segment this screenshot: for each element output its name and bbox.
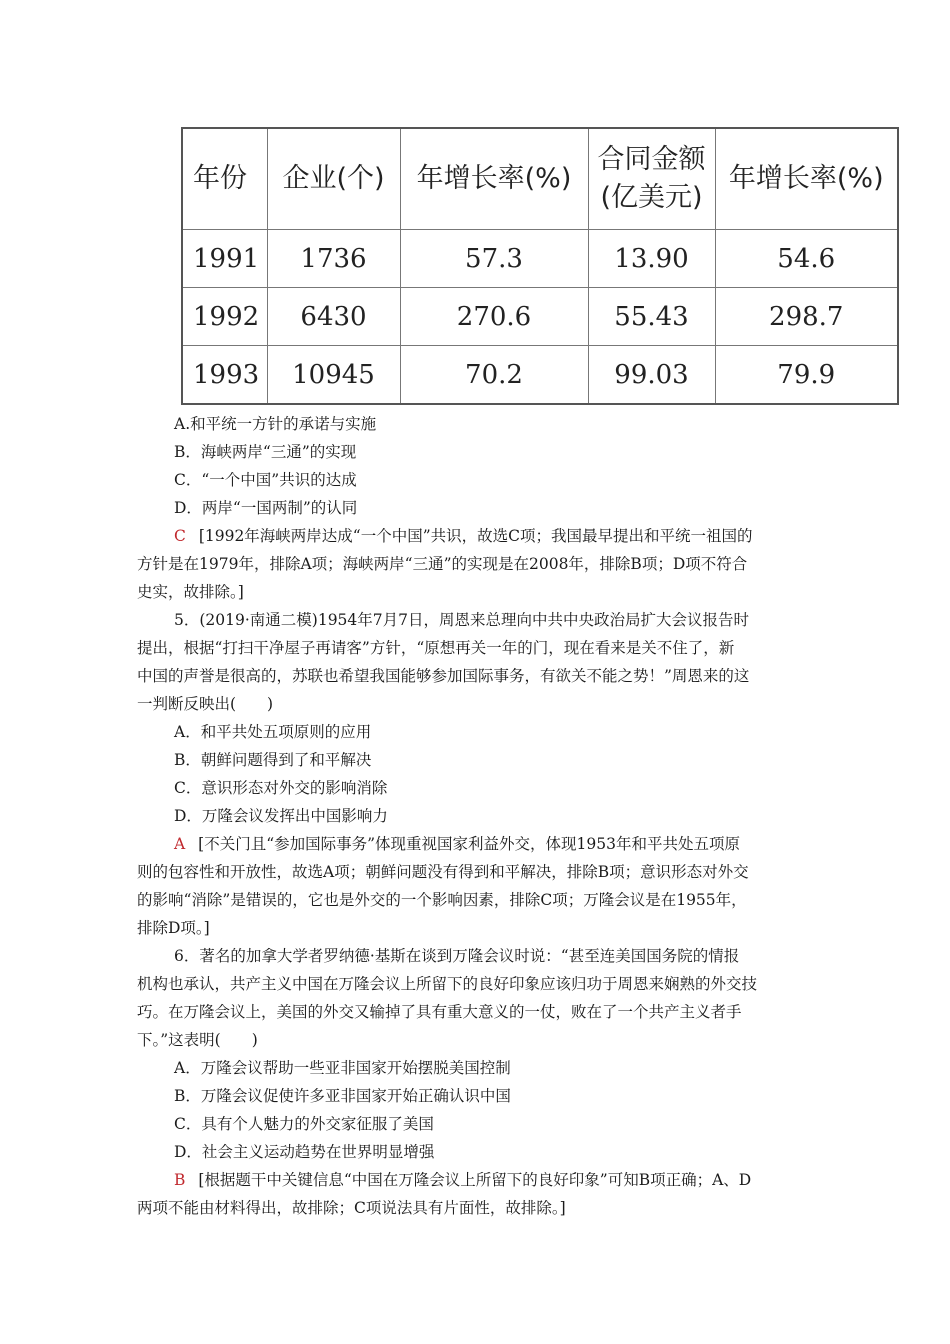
- table-header-row: [182, 128, 898, 230]
- q5-explanation-2: 则的包容性和开放性，故选A项；朝鲜问题没有得到和平解决，排除B项；意识形态对外交: [137, 863, 749, 881]
- cell-growth-2: 79.9: [715, 346, 898, 405]
- cell-enterprises: 1736: [267, 230, 400, 288]
- header-growth-rate-2: 年增长率(%): [715, 128, 898, 230]
- q6-stem-2: 机构也承认，共产主义中国在万隆会议上所留下的良好印象应该归功于周恩来娴熟的外交技: [137, 975, 758, 993]
- table-row: [182, 230, 898, 288]
- cell-growth-2: 54.6: [715, 230, 898, 288]
- q4-answer-line-1: [174, 526, 753, 546]
- header-contract-amount: [588, 128, 715, 230]
- q5-option-a: A．和平共处五项原则的应用: [174, 723, 372, 741]
- header-enterprises: 企业(个): [267, 128, 400, 230]
- q6-stem-3: 巧。在万隆会议上，美国的外交又输掉了具有重大意义的一仗，败在了一个共产主义者手: [137, 1003, 742, 1021]
- header-year: 年份: [182, 128, 267, 230]
- table-row: [182, 346, 898, 405]
- q6-explanation-2: 两项不能由材料得出，故排除；C项说法具有片面性，故排除。]: [137, 1199, 566, 1217]
- cell-amount: 13.90: [588, 230, 715, 288]
- q6-option-d: D．社会主义运动趋势在世界明显增强: [174, 1143, 435, 1161]
- q6-option-c: C．具有个人魅力的外交家征服了美国: [174, 1115, 434, 1133]
- q5-option-c: C．意识形态对外交的影响消除: [174, 779, 388, 797]
- table-row: [182, 288, 898, 346]
- cell-enterprises: 10945: [267, 346, 400, 405]
- statistics-table: [181, 127, 899, 405]
- q5-answer-letter: A: [174, 835, 186, 853]
- q5-explanation-3: 的影响“消除”是错误的，它也是外交的一个影响因素，排除C项；万隆会议是在1955年，: [137, 891, 747, 909]
- cell-enterprises: 6430: [267, 288, 400, 346]
- cell-growth-1: 270.6: [400, 288, 588, 346]
- q5-option-d: D．万隆会议发挥出中国影响力: [174, 807, 388, 825]
- q4-option-c: C．“一个中国”共识的达成: [174, 471, 357, 489]
- q5-stem-2: 提出，根据“打扫干净屋子再请客”方针，“原想再关一年的门，现在看来是关不住了，新: [137, 639, 735, 657]
- q5-stem-4: 一判断反映出( ): [137, 695, 274, 713]
- q6-explanation-1: [根据题干中关键信息“中国在万隆会议上所留下的良好印象”可知B项正确；A、D: [198, 1171, 752, 1189]
- header-growth-rate-1: 年增长率(%): [400, 128, 588, 230]
- q4-option-a: A.和平统一方针的承诺与实施: [174, 415, 377, 433]
- q4-explanation-1: [1992年海峡两岸达成“一个中国”共识，故选C项；我国最早提出和平统一祖国的: [198, 527, 753, 545]
- q6-stem-4: 下。”这表明( ): [137, 1031, 258, 1049]
- q6-answer-line-1: [174, 1170, 751, 1190]
- cell-year: 1992: [182, 288, 267, 346]
- q6-stem-1: 6．著名的加拿大学者罗纳德·基斯在谈到万隆会议时说：“甚至连美国国务院的情报: [174, 947, 740, 965]
- cell-growth-2: 298.7: [715, 288, 898, 346]
- cell-year: 1991: [182, 230, 267, 288]
- q5-answer-line-1: [174, 834, 740, 854]
- q4-option-b: B．海峡两岸“三通”的实现: [174, 443, 357, 461]
- q4-explanation-3: 史实，故排除。]: [137, 583, 244, 601]
- cell-amount: 55.43: [588, 288, 715, 346]
- q4-explanation-2: 方针是在1979年，排除A项；海峡两岸“三通”的实现是在2008年，排除B项；D项不符合: [137, 555, 748, 573]
- q6-option-b: B．万隆会议促使许多亚非国家开始正确认识中国: [174, 1087, 511, 1105]
- cell-year: 1993: [182, 346, 267, 405]
- cell-growth-1: 70.2: [400, 346, 588, 405]
- q5-explanation-1: [不关门且“参加国际事务”体现重视国家利益外交，体现1953年和平共处五项原: [198, 835, 740, 853]
- q4-answer-letter: C: [174, 527, 186, 545]
- cell-amount: 99.03: [588, 346, 715, 405]
- q4-option-d: D．两岸“一国两制”的认同: [174, 499, 358, 517]
- q5-stem-1: 5．(2019·南通二模)1954年7月7日，周恩来总理向中共中央政治局扩大会议报告时: [174, 611, 750, 629]
- q6-option-a: A．万隆会议帮助一些亚非国家开始摆脱美国控制: [174, 1059, 511, 1077]
- q5-explanation-4: 排除D项。]: [137, 919, 210, 937]
- header-contract-amount-line1: 合同金额: [597, 144, 706, 175]
- q5-stem-3: 中国的声誉是很高的，苏联也希望我国能够参加国际事务，有欲关不能之势！”周恩来的这: [137, 667, 750, 685]
- cell-growth-1: 57.3: [400, 230, 588, 288]
- header-contract-amount-line2: (亿美元): [600, 182, 703, 213]
- q5-option-b: B．朝鲜问题得到了和平解决: [174, 751, 372, 769]
- q6-answer-letter: B: [174, 1171, 186, 1189]
